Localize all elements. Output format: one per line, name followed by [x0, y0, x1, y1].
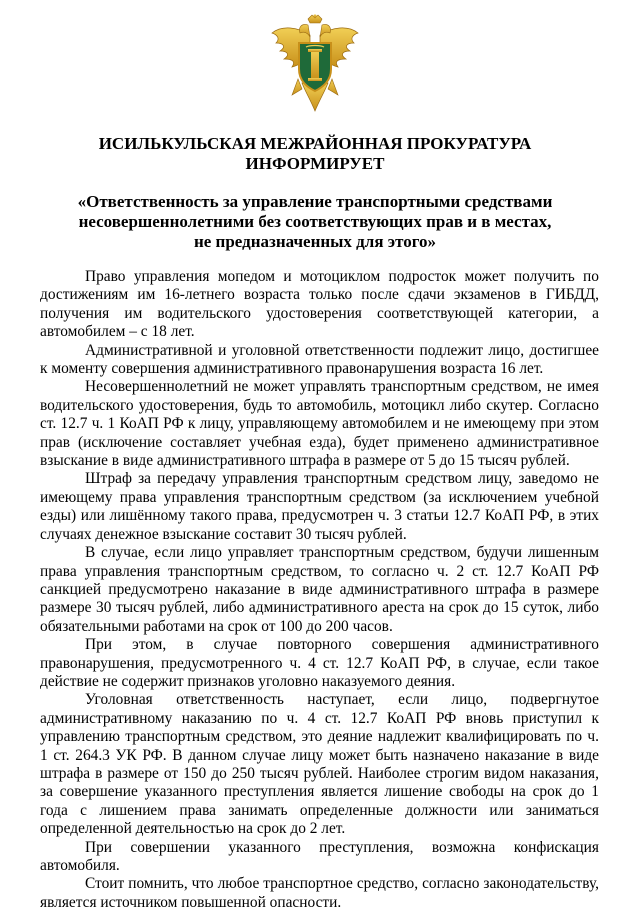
body-paragraph: Уголовная ответственность наступает, если лицо, подвергнутое административному наказанию по ч. 4 ст. 12.7 КоАП РФ вновь приступил к управлению транспортным средством, это деяние надлежит квалифицировать по ч. 1 ст. 264.3 УК РФ. В данном случае лицу может быть назначено наказание в виде штрафа в размере от 150 до 250 тысяч рублей. Наиболее строгим видом наказания, за совершение указанного преступления является лишение свободы на срок до 1 года с лишением права занимать определенные должности или заниматься определенной деятельностью на срок до 2 лет.	[40, 691, 599, 838]
body-paragraph: Штраф за передачу управления транспортным средством лицу, заведомо не имеющему права управления транспортным средством (за исключением учебной езды) или лишённому такого права, предусмотрен ч. 3 статьи 12.7 КоАП РФ, в этих случаях денежное взыскание составит 30 тысяч рублей.	[40, 470, 599, 543]
organization-line: ИНФОРМИРУЕТ	[245, 154, 385, 173]
body-paragraph: В случае, если лицо управляет транспортным средством, будучи лишенным права управления транспортным средством, то согласно ч. 2 ст. 12.7 КоАП РФ санкцией предусмотрено наказание в виде административного штрафа в размере размере 30 тысяч рублей, либо административного ареста на срок до 15 суток, либо обязательными работами на срок от 100 до 200 часов.	[40, 544, 599, 635]
organization-line: ИСИЛЬКУЛЬСКАЯ МЕЖРАЙОННАЯ ПРОКУРАТУРА	[98, 134, 532, 153]
body-paragraph: Право управления мопедом и мотоциклом подросток может получить по достижениям им 16-летнего возраста только после сдачи экзаменов в ГИБДД, получения им водительского удостоверения соответствующей категории, а автомобилем – с 18 лет.	[40, 268, 599, 341]
organization-heading	[40, 134, 590, 174]
body-paragraph: Несовершеннолетний не может управлять транспортным средством, не имея водительского удостоверения, будь то автомобиль, мотоцикл либо скутер. Согласно ст. 12.7 ч. 1 КоАП РФ к лицу, управляющему автомобилем и не имеющему при этом прав (исключение составляет учебная езда), будет применено административное взыскание в виде административного штрафа в размере от 5 до 15 тысяч рублей.	[40, 378, 599, 470]
emblem	[268, 13, 362, 117]
prosecutor-office-emblem-icon	[268, 13, 362, 117]
body-paragraph: При этом, в случае повторного совершения административного правонарушения, предусмотренного ч. 4 ст. 12.7 КоАП РФ, в случае, если такое действие не содержит признаков уголовно наказуемого деяния.	[40, 636, 599, 690]
title-line: «Ответственность за управление транспортными средствами	[77, 192, 553, 211]
body-paragraph: Стоит помнить, что любое транспортное средство, согласно законодательству, является источником повышенной опасности.	[40, 875, 599, 911]
body-paragraph: При совершении указанного преступления, возможна конфискация автомобиля.	[40, 838, 599, 874]
article-title	[40, 192, 590, 252]
article-body	[40, 268, 599, 912]
title-line: несовершеннолетними без соответствующих прав и в местах,	[78, 212, 552, 231]
title-line: не предназначенных для этого»	[193, 232, 437, 251]
body-paragraph: Административной и уголовной ответственности подлежит лицо, достигшее к моменту совершения административного правонарушения возраста 16 лет.	[40, 341, 599, 378]
